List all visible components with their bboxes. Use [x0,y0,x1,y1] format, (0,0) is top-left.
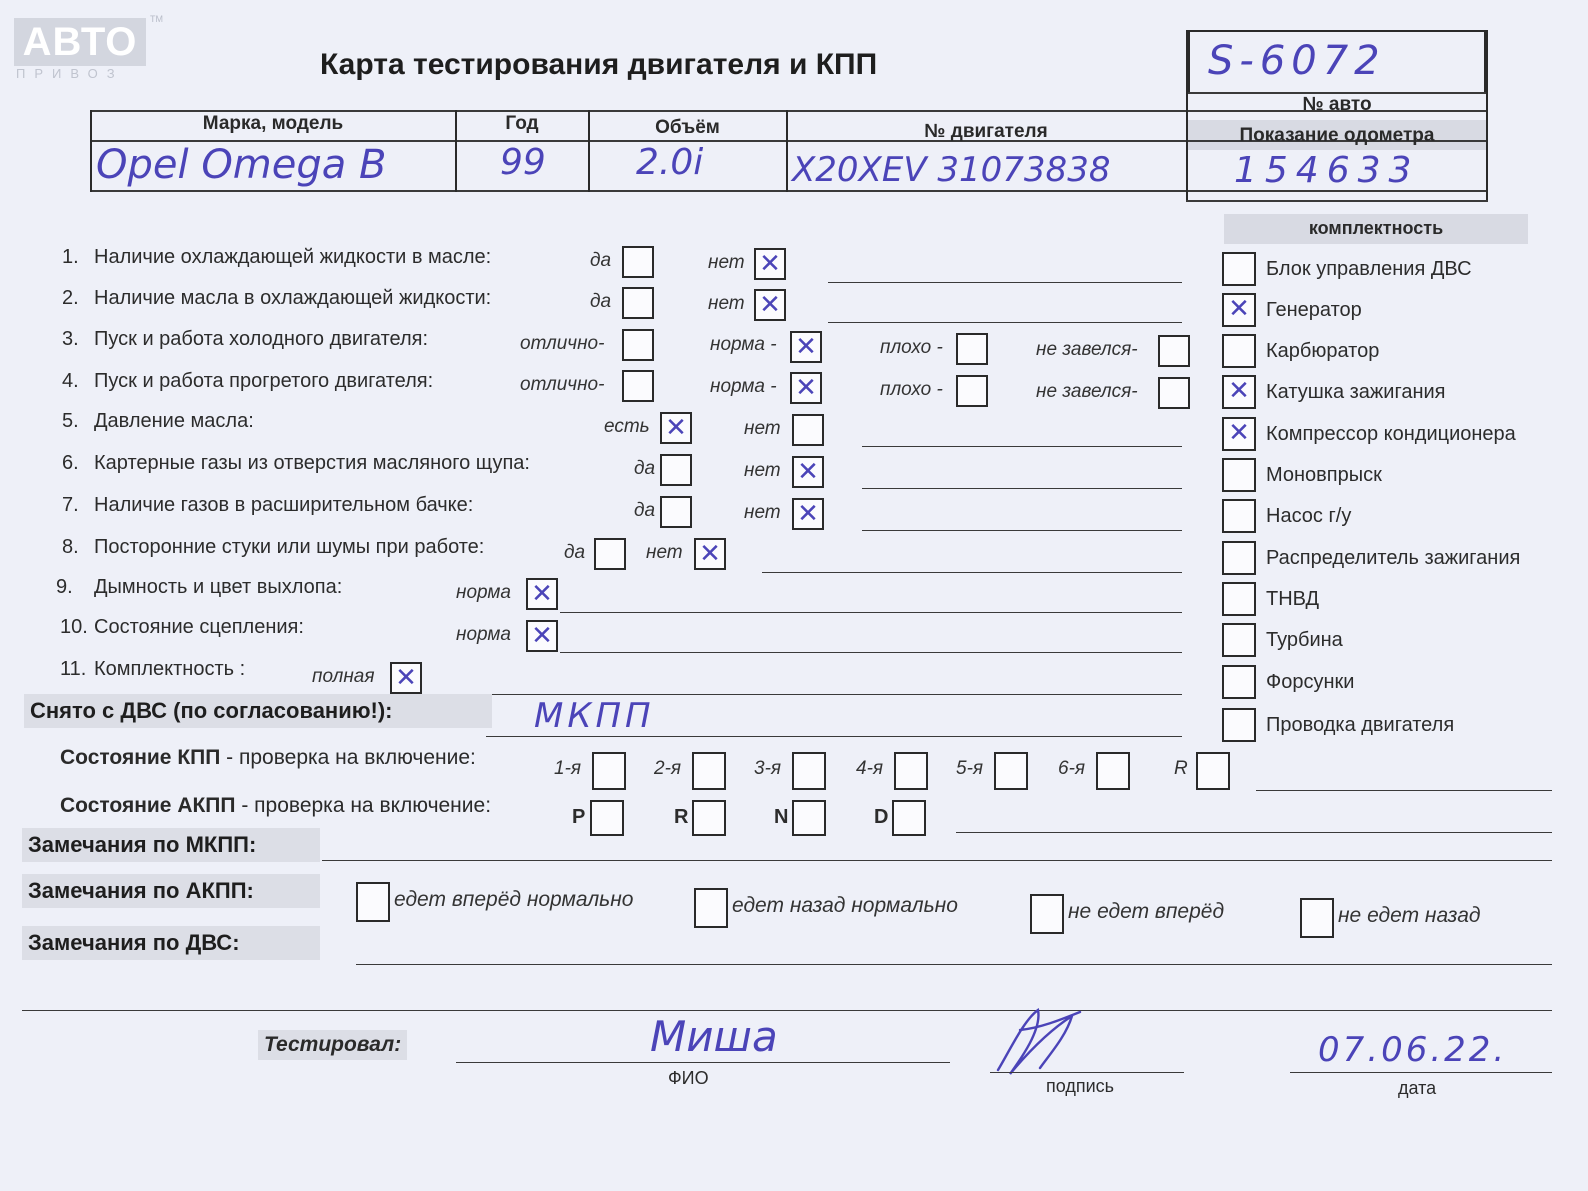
check-9-label: Дымность и цвет выхлопа: [94,576,343,598]
model-value: Opel Omega B [96,142,387,188]
akpp-state-bold: Состояние АКПП [60,794,236,817]
check-11-num: 11. [60,658,87,680]
check-3-label: Пуск и работа холодного двигателя: [94,328,429,350]
check-8-label: Посторонние стуки или шумы при работе: [94,536,485,558]
check-6-label: Картерные газы из отверстия масляного щупа: [94,452,530,474]
check-4-norm-label: норма - [710,376,777,397]
gear-label: 3-я [754,758,782,779]
gear-label: 1-я [554,758,582,779]
gear-checkbox-2[interactable] [692,752,726,790]
check-5-present-label: есть [604,416,650,437]
date-caption: дата [1398,1078,1437,1098]
check-3-bad-box[interactable] [956,333,988,365]
check-2-no-box[interactable] [754,289,786,321]
remarks-dvs-label: Замечания по ДВС: [22,926,320,960]
page-title: Карта тестирования двигателя и КПП [320,48,878,81]
gear-checkbox-5[interactable] [994,752,1028,790]
volume-header: Объём [655,117,720,138]
check-1-num: 1. [62,246,79,268]
check-3-excellent-label: отлично- [520,333,605,354]
akpp-mode-checkbox-1[interactable] [590,800,624,836]
kit-checkbox-1[interactable] [1222,252,1256,286]
kit-item-label: Форсунки [1266,671,1355,693]
akpp-remark-label: не едет назад [1338,904,1481,927]
akpp-mode-label: N [774,806,789,828]
check-4-bad-label: плохо - [880,379,943,400]
removed-label: Снято с ДВС (по согласованию!): [24,694,492,728]
akpp-remark-label: едет назад нормально [732,894,958,917]
check-2-yes-label: да [590,291,612,312]
check-4-excellent-label: отлично- [520,374,605,395]
check-3-excellent-box[interactable] [622,329,654,361]
gear-label: 4-я [856,758,884,779]
check-11-full-box[interactable] [390,662,422,694]
check-2-no-label: нет [708,293,745,314]
check-3-not-started-label: не завелся- [1036,339,1138,360]
brand-model-header: Марка, модель [202,113,344,134]
check-7-no-label: нет [744,502,781,523]
akpp-state-label [60,794,491,818]
tested-by-label: Тестировал: [258,1030,407,1060]
kit-item-label: Компрессор кондиционера [1266,423,1516,445]
kit-item-label: Проводка двигателя [1266,714,1455,736]
akpp-remark-checkbox-2[interactable] [694,888,728,928]
check-4-not-started-box[interactable] [1158,377,1190,409]
check-1-label: Наличие охлаждающей жидкости в масле: [94,246,492,268]
check-5-no-label: нет [744,418,781,439]
gear-checkbox-3[interactable] [792,752,826,790]
check-8-yes-box[interactable] [594,538,626,570]
akpp-mode-label: R [674,806,689,828]
odometer-header: Показание одометра [1239,125,1435,146]
check-8-num: 8. [62,536,79,558]
mkpp-state-label [60,746,476,770]
kit-checkbox-12[interactable] [1222,708,1256,742]
kit-item-label: Турбина [1266,629,1343,651]
volume-value: 2.0i [636,142,704,183]
akpp-remark-checkbox-3[interactable] [1030,894,1064,934]
check-8-no-box[interactable] [694,538,726,570]
akpp-mode-checkbox-4[interactable] [892,800,926,836]
check-6-yes-box[interactable] [660,454,692,486]
check-1-yes-label: да [590,250,612,271]
akpp-mode-checkbox-3[interactable] [792,800,826,836]
check-11-full-label: полная [312,666,375,687]
check-2-label: Наличие масла в охлаждающей жидкости: [94,287,492,309]
kit-checkbox-9[interactable] [1222,582,1256,616]
akpp-mode-label: D [874,806,889,828]
check-1-yes-box[interactable] [622,246,654,278]
check-7-num: 7. [62,494,79,516]
kit-item-label: ТНВД [1266,588,1320,610]
kit-checkbox-2[interactable] [1222,293,1256,327]
gear-label: 6-я [1058,758,1086,779]
logo-tm: TM [150,14,163,24]
engine-no-value: X20XEV 31073838 [792,150,1111,190]
kit-checkbox-6[interactable] [1222,458,1256,492]
kit-item-label: Насос г/у [1266,505,1352,527]
akpp-remark-label: не едет вперёд [1068,900,1225,923]
kit-checkbox-7[interactable] [1222,499,1256,533]
gear-checkbox-6[interactable] [1096,752,1130,790]
check-5-num: 5. [62,410,79,432]
kit-checkbox-10[interactable] [1222,623,1256,657]
check-5-label: Давление масла: [94,410,254,432]
gear-label: R [1174,758,1188,779]
kit-item-label: Блок управления ДВС [1266,258,1472,280]
kit-item-label: Катушка зажигания [1266,381,1446,403]
gear-label: 5-я [956,758,984,779]
logo-subtitle: ПРИВОЗ [16,66,124,81]
kit-checkbox-4[interactable] [1222,375,1256,409]
gear-checkbox-1[interactable] [592,752,626,790]
check-11-label: Комплектность : [94,658,246,680]
check-6-num: 6. [62,452,79,474]
engine-no-header: № двигателя [924,121,1048,142]
check-2-num: 2. [62,287,79,309]
no-auto-label: № авто [1302,94,1372,115]
check-4-not-started-label: не завелся- [1036,381,1138,402]
fio-caption: ФИО [668,1068,709,1088]
check-4-num: 4. [62,370,79,392]
gear-checkbox-7[interactable] [1196,752,1230,790]
odometer-value: 154633 [1234,150,1420,191]
check-5-present-box[interactable] [660,412,692,444]
gear-checkbox-4[interactable] [894,752,928,790]
check-9-norm-label: норма [456,582,511,603]
check-2-yes-box[interactable] [622,287,654,319]
check-9-norm-box[interactable] [526,578,558,610]
logo: АВТО [14,18,146,66]
remarks-akpp-label: Замечания по АКПП: [22,874,320,908]
removed-value: МКПП [534,696,655,736]
check-6-no-box[interactable] [792,456,824,488]
kit-checkbox-8[interactable] [1222,541,1256,575]
kit-checkbox-3[interactable] [1222,334,1256,368]
kit-checkbox-5[interactable] [1222,417,1256,451]
kit-item-label: Распределитель зажигания [1266,547,1521,569]
check-7-yes-box[interactable] [660,496,692,528]
check-6-no-label: нет [744,460,781,481]
akpp-remark-label: едет вперёд нормально [394,888,634,911]
check-10-num: 10. [60,616,88,638]
check-10-norm-box[interactable] [526,620,558,652]
check-3-norm-box[interactable] [790,331,822,363]
akpp-state-rest: - проверка на включение: [235,794,492,817]
year-header: Год [505,113,539,134]
date-value: 07.06.22. [1318,1030,1508,1070]
check-4-bad-box[interactable] [956,375,988,407]
kit-item-label: Генератор [1266,299,1362,321]
year-value: 99 [500,142,546,183]
check-10-label: Состояние сцепления: [94,616,304,638]
kit-heading: комплектность [1308,218,1444,238]
check-7-yes-label: да [634,500,656,521]
check-3-norm-label: норма - [710,334,777,355]
check-3-bad-label: плохо - [880,337,943,358]
check-4-excellent-box[interactable] [622,370,654,402]
signature [980,990,1100,1090]
akpp-mode-label: P [572,806,586,828]
check-3-not-started-box[interactable] [1158,335,1190,367]
check-5-no-box[interactable] [792,414,824,446]
kit-item-label: Моновпрыск [1266,464,1382,486]
akpp-mode-checkbox-2[interactable] [692,800,726,836]
akpp-remark-checkbox-4[interactable] [1300,898,1334,938]
signature-caption: подпись [1046,1076,1115,1096]
check-10-norm-label: норма [456,624,511,645]
check-6-yes-label: да [634,458,656,479]
mkpp-state-rest: - проверка на включение: [220,746,476,769]
check-4-norm-box[interactable] [790,372,822,404]
tester-name-value: Миша [650,1012,778,1061]
check-1-no-label: нет [708,252,745,273]
check-7-no-box[interactable] [792,498,824,530]
check-8-no-label: нет [646,542,683,563]
kit-checkbox-11[interactable] [1222,665,1256,699]
gear-label: 2-я [654,758,682,779]
check-3-num: 3. [62,328,79,350]
remarks-mkpp-label: Замечания по МКПП: [22,828,320,862]
check-9-num: 9. [56,576,73,598]
mkpp-state-bold: Состояние КПП [60,746,221,769]
kit-item-label: Карбюратор [1266,340,1380,362]
check-7-label: Наличие газов в расширительном бачке: [94,494,474,516]
check-8-yes-label: да [564,542,586,563]
check-1-no-box[interactable] [754,248,786,280]
card-number: S-6072 [1208,38,1386,84]
akpp-remark-checkbox-1[interactable] [356,882,390,922]
check-4-label: Пуск и работа прогретого двигателя: [94,370,434,392]
